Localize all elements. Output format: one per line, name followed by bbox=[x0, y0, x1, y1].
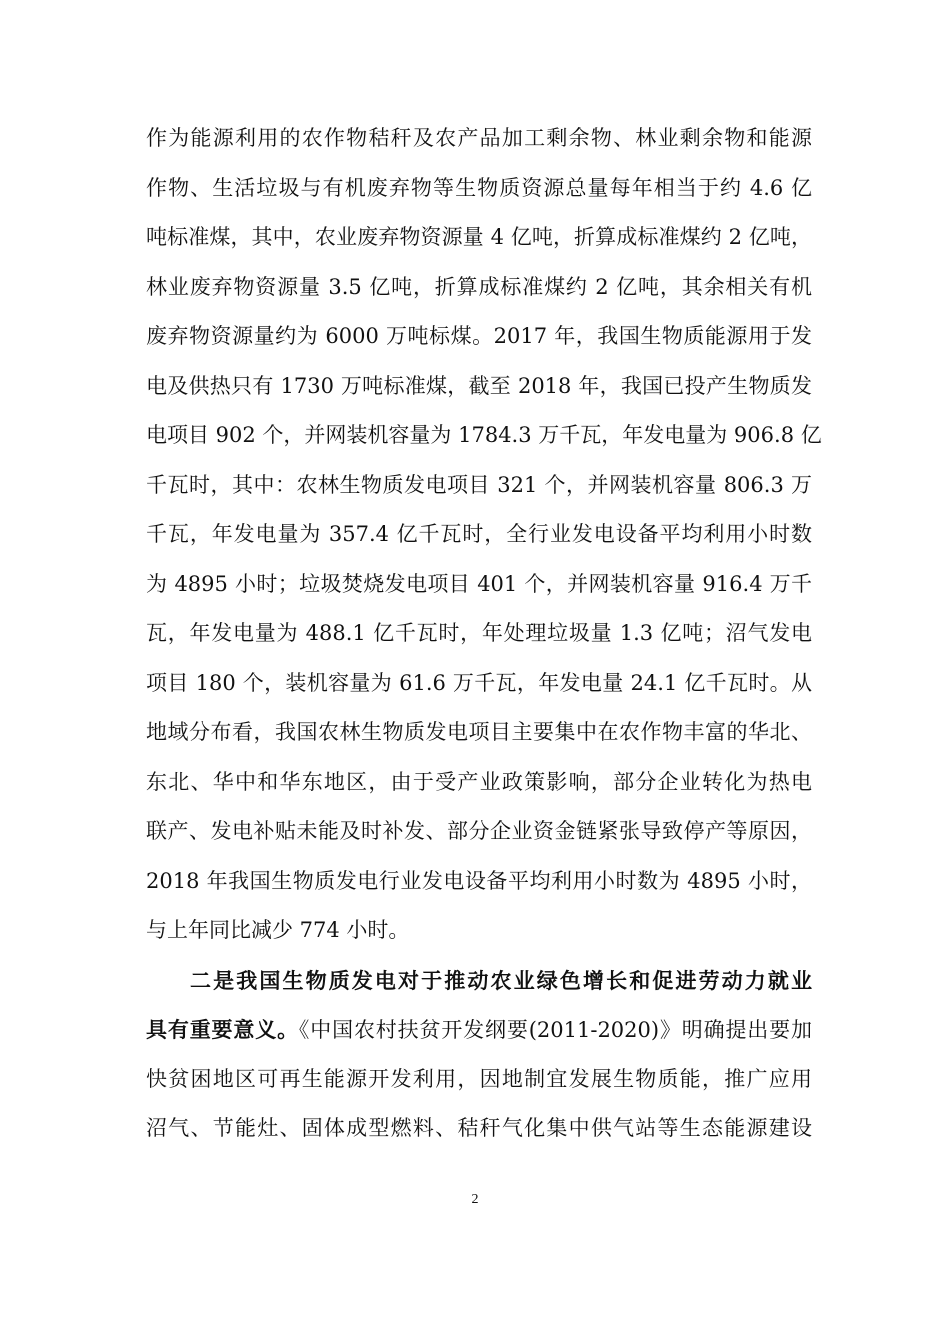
paragraph-line: 电项目 902 个，并网装机容量为 1784.3 万千瓦，年发电量为 906.8 亿 bbox=[146, 423, 822, 447]
paragraph-line: 千瓦，年发电量为 357.4 亿千瓦时，全行业发电设备平均利用小时数 bbox=[146, 522, 812, 546]
page-number: 2 bbox=[471, 1192, 479, 1207]
paragraph-line: 林业废弃物资源量 3.5 亿吨，折算成标准煤约 2 亿吨，其余相关有机 bbox=[146, 274, 812, 299]
paragraph-line: 沼气、节能灶、固体成型燃料、秸秆气化集中供气站等生态能源建设 bbox=[146, 1116, 812, 1140]
paragraph-line: 快贫困地区可再生能源开发利用，因地制宜发展生物质能，推广应用 bbox=[146, 1066, 812, 1091]
paragraph-line: 为 4895 小时；垃圾焚烧发电项目 401 个，并网装机容量 916.4 万千 bbox=[146, 571, 812, 596]
heading-line: 二是我国生物质发电对于推动农业绿色增长和促进劳动力就业 bbox=[190, 967, 812, 993]
paragraph-line: 废弃物资源量约为 6000 万吨标煤。2017 年，我国生物质能源用于发 bbox=[146, 324, 812, 348]
paragraph-line: 作物、生活垃圾与有机废弃物等生物质资源总量每年相当于约 4.6 亿 bbox=[146, 175, 812, 200]
paragraph-line: 作为能源利用的农作物秸秆及农产品加工剩余物、林业剩余物和能源 bbox=[146, 126, 812, 150]
paragraph-line: 瓦，年发电量为 488.1 亿千瓦时，年处理垃圾量 1.3 亿吨；沼气发电 bbox=[146, 621, 812, 645]
paragraph-line: 电及供热只有 1730 万吨标准煤，截至 2018 年，我国已投产生物质发 bbox=[146, 373, 812, 398]
paragraph-line: 与上年同比减少 774 小时。 bbox=[146, 918, 410, 942]
paragraph-line-text: 《中国农村扶贫开发纲要(2011-2020)》明确提出要加 bbox=[298, 1018, 812, 1042]
paragraph-line: 地域分布看，我国农林生物质发电项目主要集中在农作物丰富的华北、 bbox=[146, 720, 812, 744]
paragraph-line: 千瓦时，其中：农林生物质发电项目 321 个，并网装机容量 806.3 万 bbox=[146, 472, 812, 497]
body-text bbox=[146, 114, 822, 1154]
paragraph-line: 东北、华中和华东地区，由于受产业政策影响，部分企业转化为热电 bbox=[146, 769, 812, 794]
paragraph-line: 吨标准煤，其中，农业废弃物资源量 4 亿吨，折算成标准煤约 2 亿吨， bbox=[146, 225, 812, 249]
heading-line-end: 具有重要意义。 bbox=[146, 1017, 299, 1042]
paragraph-line: 项目 180 个，装机容量为 61.6 万千瓦，年发电量 24.1 亿千瓦时。从 bbox=[146, 670, 812, 695]
paragraph-line: 联产、发电补贴未能及时补发、部分企业资金链紧张导致停产等原因， bbox=[146, 819, 812, 843]
paragraph-line: 2018 年我国生物质发电行业发电设备平均利用小时数为 4895 小时， bbox=[146, 868, 812, 893]
paragraph-line-mixed bbox=[146, 1005, 812, 1055]
